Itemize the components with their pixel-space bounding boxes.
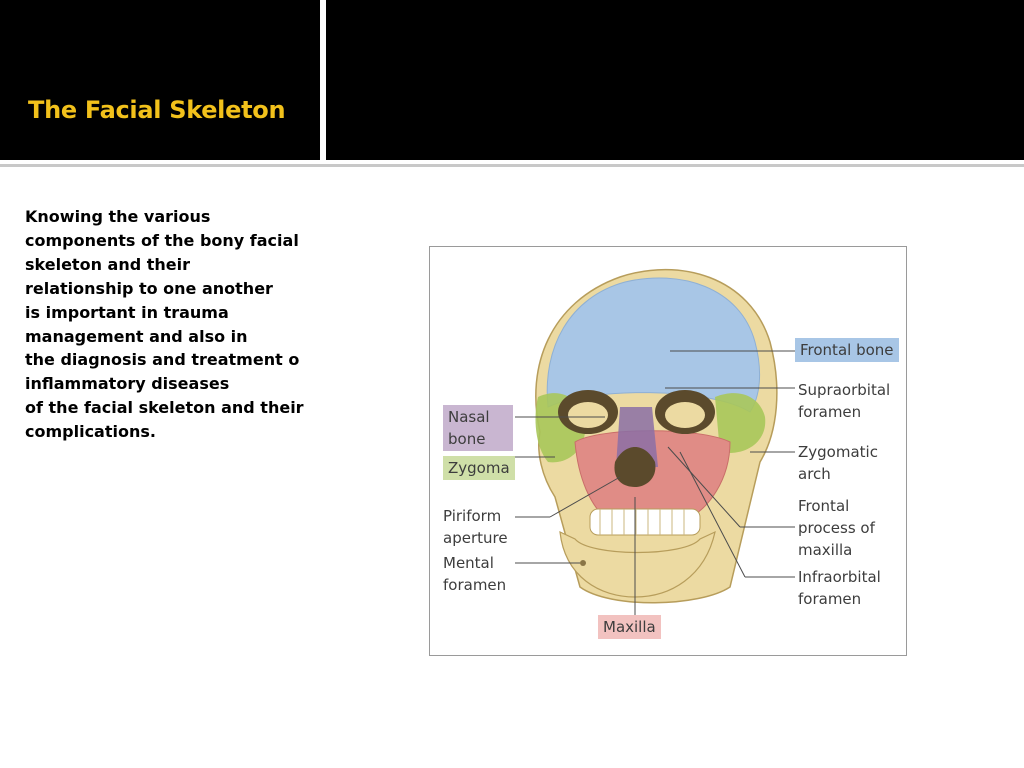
body-line: skeleton and their xyxy=(25,254,190,274)
header-rule xyxy=(0,164,1024,167)
label-maxilla: Maxilla xyxy=(598,615,661,639)
label-frontal-process: Frontal process of maxilla xyxy=(798,497,875,559)
body-line: complications. xyxy=(25,422,156,442)
title-panel xyxy=(0,0,320,160)
label-infraorbital-foramen: Infraorbital foramen xyxy=(798,568,881,608)
label-frontal-bone: Frontal bone xyxy=(795,338,899,362)
label-zygomatic-arch: Zygomatic arch xyxy=(798,443,878,483)
label-nasal-bone: Nasal bone xyxy=(443,405,513,451)
label-piriform-aperture: Piriform aperture xyxy=(443,507,508,547)
body-line: components of the bony facial xyxy=(25,230,299,250)
body-line: Knowing the various xyxy=(25,207,211,226)
body-line: the diagnosis and treatment o xyxy=(25,350,300,370)
body-line: of the facial skeleton and their xyxy=(25,398,304,418)
header-panel xyxy=(326,0,1024,160)
label-mental-foramen: Mental foramen xyxy=(443,554,507,594)
skull-figure xyxy=(429,246,907,656)
slide-title: The Facial Skeleton xyxy=(28,96,286,124)
right-orbit-inner xyxy=(665,402,705,428)
mental-foramen-dot xyxy=(580,560,586,566)
body-line: relationship to one another xyxy=(25,278,273,298)
body-line: inflammatory diseases xyxy=(25,374,230,394)
body-line: management and also in xyxy=(25,326,248,346)
left-orbit-inner xyxy=(568,402,608,428)
label-zygoma: Zygoma xyxy=(443,456,515,480)
label-supraorbital-foramen: Supraorbital foramen xyxy=(798,381,891,421)
body-line: is important in trauma xyxy=(25,302,229,322)
body-paragraph xyxy=(25,205,325,444)
